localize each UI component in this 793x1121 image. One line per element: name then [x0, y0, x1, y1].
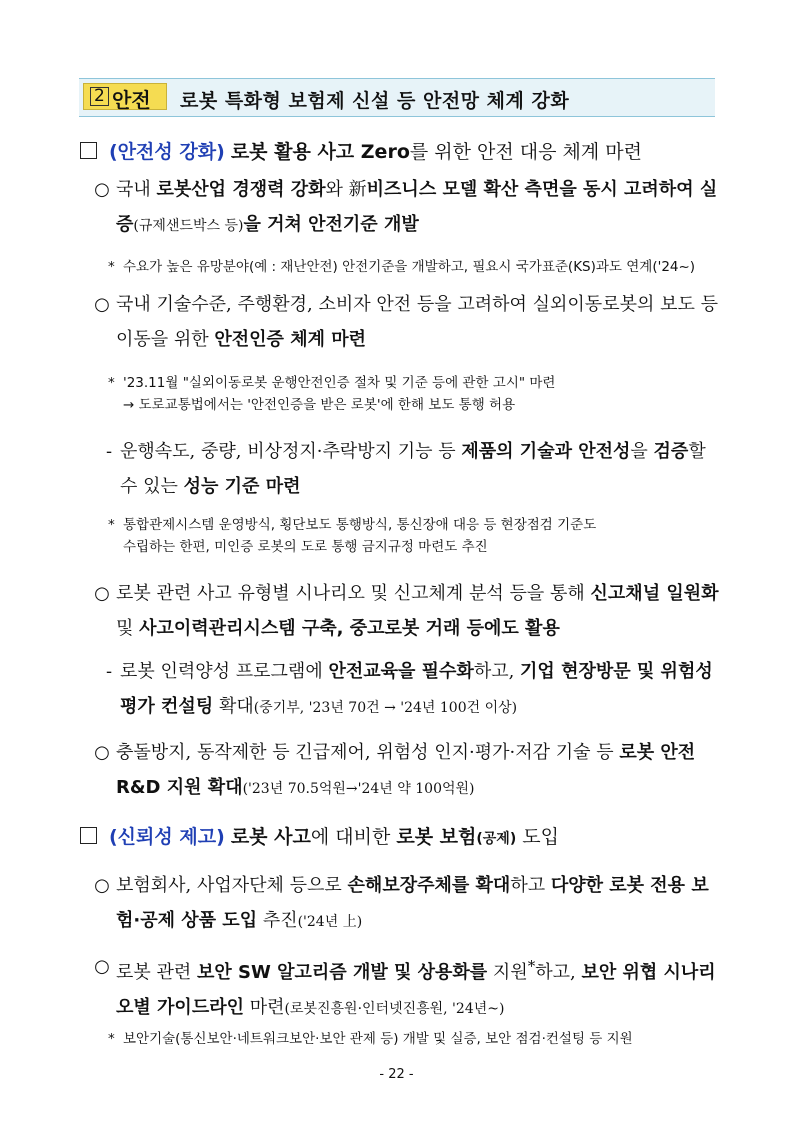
- asterisk-icon: *: [108, 259, 115, 275]
- footnote: [108, 1028, 723, 1050]
- sub-list-item: [106, 434, 722, 504]
- footnote-text: '23.11월 "실외이동로봇 운행안전인증 절차 및 기준 등에 관한 고시" 마련: [123, 375, 556, 391]
- asterisk-icon: *: [108, 517, 115, 533]
- circle-bullet-icon: ○: [94, 179, 110, 200]
- item-text: 하고,: [535, 962, 582, 983]
- sub-list-item: [106, 654, 722, 726]
- circle-bullet-icon: ○: [94, 583, 110, 604]
- footnote-text: 보안기술(통신보안·네트워크보안·보안 관제 등) 개발 및 실증, 보안 점검·컨설팅 등 지원: [123, 1031, 633, 1047]
- item-bold: 안전교육을 필수화: [328, 661, 474, 682]
- item-bold: 안전인증 체계 마련: [214, 329, 367, 350]
- item-bold: 보안 SW 알고리즘 개발 및 상용화를: [197, 962, 488, 983]
- item-bold: 보안 위협 시나리오별 가이드라인: [116, 962, 716, 1018]
- item-bold: 로봇 안전 R&D 지원 확대: [116, 742, 696, 798]
- footnote-marker: *: [527, 957, 536, 975]
- checkbox-square-icon: [80, 142, 97, 159]
- footnote: [108, 372, 723, 416]
- item-bold: 검증: [653, 441, 689, 462]
- list-item: [92, 172, 722, 244]
- footnote-text: 수요가 높은 유망분야(예 : 재난안전) 안전기준을 개발하고, 필요시 국가표준(KS)과도 연계('24~): [123, 259, 696, 275]
- item-text: 국내 기술수준, 주행환경, 소비자 안전 등을 고려하여 실외이동로봇의 보도 등 이동을 위한: [116, 294, 718, 350]
- circle-bullet-icon: ○: [94, 294, 110, 315]
- item-text: 및: [116, 618, 140, 639]
- footnote-text: 통합관제시스템 운영방식, 횡단보도 통행방식, 통신장애 대응 등 현장점검 기준도: [123, 517, 597, 533]
- item-text: 추진: [257, 910, 298, 931]
- item-bold: 로봇산업 경쟁력 강화: [156, 179, 326, 200]
- item-text: 지원: [487, 962, 528, 983]
- item-bold: 다양한 로봇 전용 보험·공제 상품 도입: [116, 875, 709, 931]
- item-text: (규제샌드박스 등): [133, 218, 244, 234]
- subsection-bold: (공제): [476, 831, 517, 847]
- item-text: 할 수 있는: [120, 441, 706, 497]
- asterisk-icon: *: [108, 375, 115, 391]
- checkbox-square-icon: [80, 827, 97, 844]
- footnote-text: 수립하는 한편, 미인증 로봇의 도로 통행 금지규정 마련도 추진: [123, 539, 488, 555]
- list-item: [92, 576, 722, 646]
- list-item: [92, 287, 722, 357]
- subsection-heading-trust: [80, 822, 559, 849]
- subsection-heading-safety: [80, 137, 642, 164]
- subsection-tag: (신뢰성 제고): [109, 826, 225, 848]
- subsection-bold: 로봇 사고: [230, 826, 311, 848]
- item-text: 와 新: [325, 179, 367, 200]
- item-text: 충돌방지, 동작제한 등 긴급제어, 위험성 인지·평가·저감 기술 등: [116, 742, 620, 763]
- item-text: 확대: [213, 696, 254, 717]
- section-number: 2: [90, 87, 109, 106]
- item-bold: 비즈니스 모델 확산 측면을 동시 고려하여 실증: [116, 179, 718, 235]
- subsection-bold: 로봇 보험: [396, 826, 477, 848]
- item-text: 로봇 관련: [116, 962, 197, 983]
- circle-bullet-icon: ○: [94, 875, 110, 896]
- section-title: 로봇 특화형 보험제 신설 등 안전망 체계 강화: [180, 90, 570, 112]
- item-bold: 사고이력관리시스템 구축, 중고로봇 거래 등에도 활용: [139, 618, 560, 639]
- subsection-bold: 로봇 활용 사고 Zero: [230, 141, 410, 163]
- subsection-rest: 에 대비한: [310, 826, 397, 848]
- item-text: 운행속도, 중량, 비상정지·추락방지 기능 등: [120, 441, 462, 462]
- footnote: [108, 514, 723, 558]
- circle-bullet-icon: ○: [94, 742, 110, 763]
- dash-bullet: -: [106, 441, 113, 462]
- item-text: ('24년 上): [297, 914, 363, 930]
- list-item: [92, 868, 722, 940]
- list-item: [92, 949, 722, 1027]
- page-number: - 22 -: [379, 1067, 414, 1082]
- item-bold: 을 거쳐 안전기준 개발: [243, 214, 419, 235]
- item-bold: 성능 기준 마련: [183, 476, 301, 497]
- item-text: 마련: [243, 997, 285, 1018]
- item-bold: 손해보장주체를 확대: [347, 875, 511, 896]
- item-text: 로봇 관련 사고 유형별 시나리오 및 신고체계 분석 등을 통해: [116, 583, 591, 604]
- list-item: [92, 735, 722, 807]
- subsection-tag: (안전성 강화): [109, 141, 225, 163]
- item-text: 보험회사, 사업자단체 등으로: [116, 875, 348, 896]
- item-text: ('23년 70.5억원→'24년 약 100억원): [242, 781, 475, 797]
- item-text: 하고: [510, 875, 551, 896]
- item-bold: 제품의 기술과 안전성: [461, 441, 631, 462]
- footnote: [108, 256, 723, 278]
- item-text: 을: [630, 441, 654, 462]
- item-text: 하고,: [473, 661, 521, 682]
- subsection-rest: 를 위한 안전 대응 체계 마련: [409, 141, 642, 163]
- dash-bullet: -: [106, 661, 113, 682]
- subsection-rest: 도입: [516, 826, 559, 848]
- item-text: (로봇진흥원·인터넷진흥원, '24년~): [284, 1001, 505, 1017]
- section-tag: 안전: [112, 88, 151, 112]
- circle-bullet-icon: ○: [94, 956, 110, 977]
- asterisk-icon: *: [108, 1031, 115, 1047]
- item-bold: 신고채널 일원화: [590, 583, 719, 604]
- item-text: 로봇 인력양성 프로그램에: [120, 661, 329, 682]
- item-text: (중기부, '23년 70건 → '24년 100건 이상): [253, 700, 518, 716]
- item-text: 국내: [116, 179, 157, 200]
- item-bold: 기업 현장방문 및 위험성 평가 컨설팅: [120, 661, 713, 717]
- footnote-text: → 도로교통법에서는 '안전인증을 받은 로봇'에 한해 보도 통행 허용: [123, 397, 516, 413]
